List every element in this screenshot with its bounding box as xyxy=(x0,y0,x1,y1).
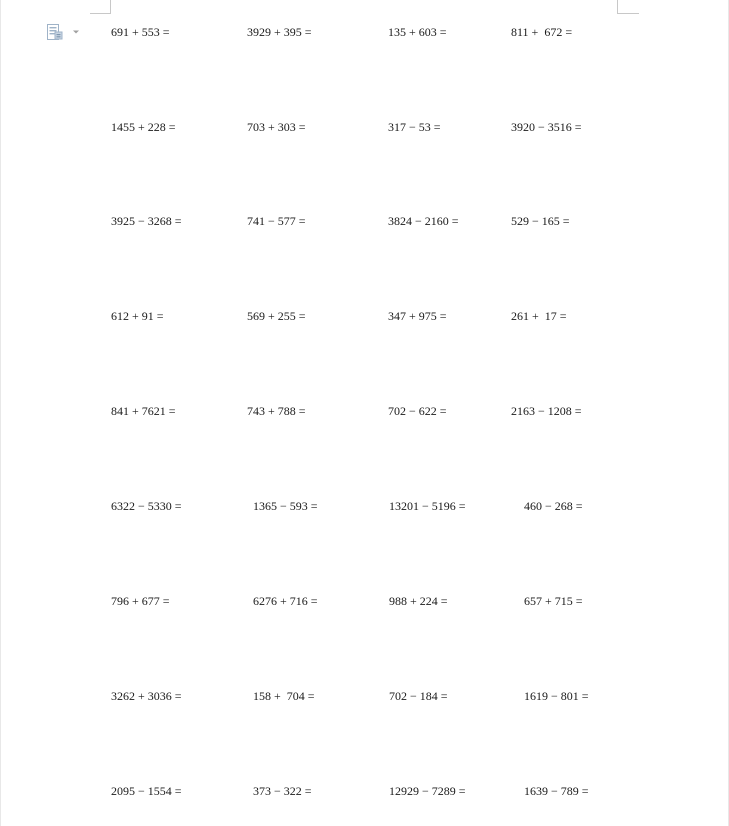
problem-r8-c4: 1619 − 801 = xyxy=(524,689,589,703)
problem-r4-c1: 612 + 91 = xyxy=(111,309,164,323)
problem-r8-c2: 158 + 704 = xyxy=(253,689,315,703)
problem-r5-c4: 2163 − 1208 = xyxy=(511,404,582,418)
problem-r3-c4: 529 − 165 = xyxy=(511,214,570,228)
page-edge-left xyxy=(0,0,1,826)
margin-corner-mark-top-right xyxy=(617,13,639,14)
problem-r2-c2: 703 + 303 = xyxy=(247,120,306,134)
problem-r1-c4: 811 + 672 = xyxy=(511,25,573,39)
problem-r2-c3: 317 − 53 = xyxy=(388,120,441,134)
problem-r2-c4: 3920 − 3516 = xyxy=(511,120,582,134)
problem-r3-c3: 3824 − 2160 = xyxy=(388,214,459,228)
problem-r7-c4: 657 + 715 = xyxy=(524,594,583,608)
problem-r8-c1: 3262 + 3036 = xyxy=(111,689,182,703)
problem-r2-c1: 1455 + 228 = xyxy=(111,120,176,134)
paste-options-button[interactable] xyxy=(45,22,81,42)
problem-r8-c3: 702 − 184 = xyxy=(389,689,448,703)
problem-r4-c4: 261 + 17 = xyxy=(511,309,567,323)
problem-r6-c4: 460 − 268 = xyxy=(524,499,583,513)
problem-r6-c1: 6322 − 5330 = xyxy=(111,499,182,513)
problem-r3-c1: 3925 − 3268 = xyxy=(111,214,182,228)
margin-corner-mark-top-left xyxy=(90,13,111,14)
problem-r7-c1: 796 + 677 = xyxy=(111,594,170,608)
problem-r1-c2: 3929 + 395 = xyxy=(247,25,312,39)
problem-r7-c3: 988 + 224 = xyxy=(389,594,448,608)
margin-corner-mark-top-right-vertical xyxy=(617,0,618,14)
problem-r5-c1: 841 + 7621 = xyxy=(111,404,176,418)
problem-r4-c3: 347 + 975 = xyxy=(388,309,447,323)
paste-options-icon xyxy=(45,22,65,42)
problem-r3-c2: 741 − 577 = xyxy=(247,214,306,228)
chevron-down-icon xyxy=(71,27,81,37)
problem-r4-c2: 569 + 255 = xyxy=(247,309,306,323)
problem-r1-c1: 691 + 553 = xyxy=(111,25,170,39)
problem-r6-c2: 1365 − 593 = xyxy=(253,499,318,513)
problem-r1-c3: 135 + 603 = xyxy=(388,25,447,39)
problem-r9-c3: 12929 − 7289 = xyxy=(389,784,466,798)
problem-r5-c3: 702 − 622 = xyxy=(388,404,447,418)
problem-r9-c4: 1639 − 789 = xyxy=(524,784,589,798)
problem-r9-c1: 2095 − 1554 = xyxy=(111,784,182,798)
margin-corner-mark-top-left-vertical xyxy=(110,0,111,14)
problem-r6-c3: 13201 − 5196 = xyxy=(389,499,466,513)
problem-r9-c2: 373 − 322 = xyxy=(253,784,312,798)
problem-r7-c2: 6276 + 716 = xyxy=(253,594,318,608)
problem-r5-c2: 743 + 788 = xyxy=(247,404,306,418)
